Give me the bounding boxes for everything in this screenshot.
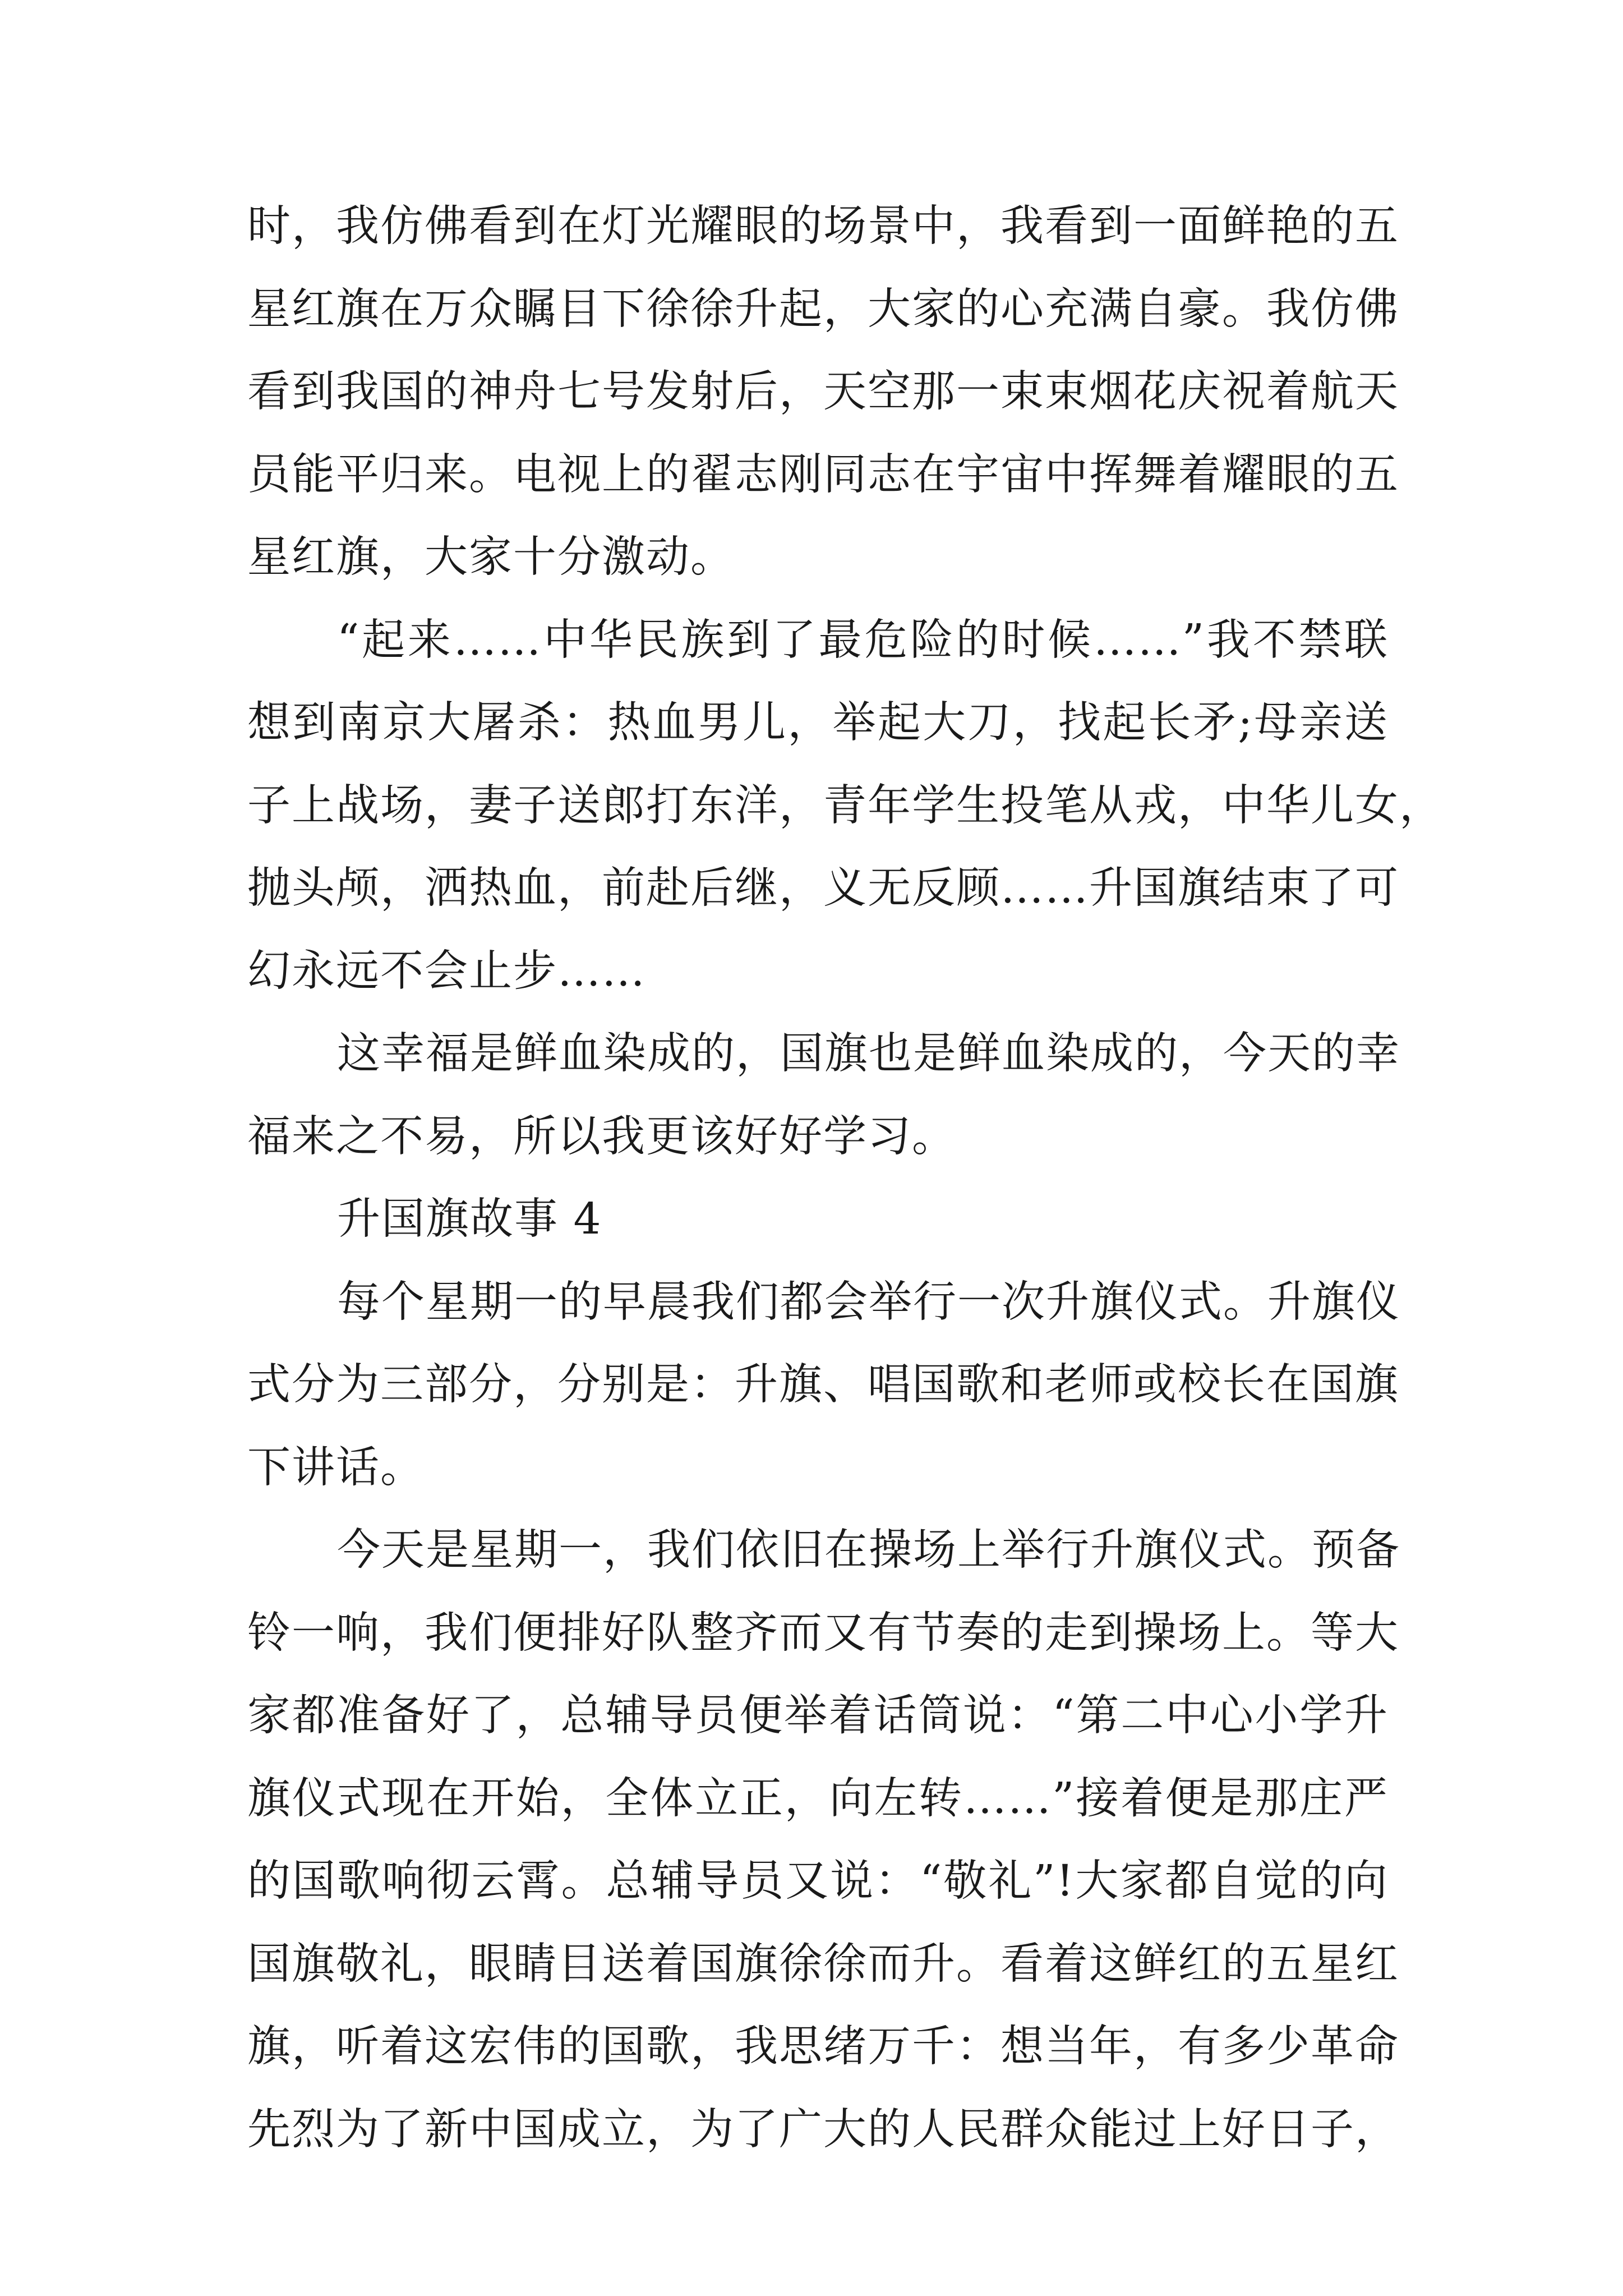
- text-line: 旗，听着这宏伟的国歌，我思绪万千：想当年，有多少革命: [247, 2022, 1399, 2072]
- text-line: 子上战场，妻子送郎打东洋，青年学生投笔从戎，中华儿女，: [247, 780, 1444, 831]
- text-line: 员能平归来。电视上的翟志刚同志在宇宙中挥舞着耀眼的五: [247, 449, 1399, 500]
- paragraph-3: [247, 1013, 1400, 1178]
- paragraph-5: [247, 1509, 1400, 2171]
- text-line: 时，我仿佛看到在灯光耀眼的场景中，我看到一面鲜艳的五: [247, 201, 1399, 251]
- text-line: 幻永远不会止步……: [247, 946, 646, 996]
- text-line: 每个星期一的早晨我们都会举行一次升旗仪式。升旗仪: [337, 1277, 1400, 1327]
- text-line: 这幸福是鲜血染成的，国旗也是鲜血染成的，今天的幸: [337, 1029, 1400, 1079]
- paragraph-4: [247, 1261, 1400, 1510]
- text-line: 先烈为了新中国成立，为了广大的人民群众能过上好日子，: [247, 2104, 1399, 2155]
- text-line: 式分为三部分，分别是：升旗、唱国歌和老师或校长在国旗: [247, 1360, 1399, 1410]
- heading-text: 升国旗故事 4: [337, 1194, 602, 1244]
- text-line: 国旗敬礼，眼睛目送着国旗徐徐而升。看着这鲜红的五星红: [247, 1939, 1399, 1989]
- text-line: “起来……中华民族到了最危险的时候……”我不禁联: [337, 615, 1389, 665]
- text-line: 看到我国的神舟七号发射后，天空那一束束烟花庆祝着航天: [247, 367, 1399, 417]
- text-line: 铃一响，我们便排好队整齐而又有节奏的走到操场上。等大: [247, 1608, 1399, 1658]
- text-line: 星红旗在万众瞩目下徐徐升起，大家的心充满自豪。我仿佛: [247, 284, 1399, 334]
- text-line: 旗仪式现在开始，全体立正，向左转……”接着便是那庄严: [247, 1773, 1389, 1824]
- text-line: 下讲话。: [247, 1442, 425, 1493]
- text-line: 今天是星期一，我们依旧在操场上举行升旗仪式。预备: [337, 1525, 1400, 1575]
- text-line: 抛头颅，洒热血，前赴后继，义无反顾……升国旗结束了可: [247, 863, 1399, 913]
- paragraph-1: [247, 185, 1399, 599]
- text-line: 星红旗，大家十分激动。: [247, 532, 735, 582]
- paragraph-2: [247, 599, 1444, 1013]
- section-heading: [247, 1178, 1389, 1261]
- document-body: [247, 185, 1444, 2171]
- text-line: 想到南京大屠杀：热血男儿，举起大刀，找起长矛;母亲送: [247, 698, 1389, 748]
- text-line: 家都准备好了，总辅导员便举着话筒说：“第二中心小学升: [247, 1691, 1389, 1741]
- text-line: 的国歌响彻云霄。总辅导员又说：“敬礼”!大家都自觉的向: [247, 1856, 1389, 1906]
- text-line: 福来之不易，所以我更该好好学习。: [247, 1111, 956, 1162]
